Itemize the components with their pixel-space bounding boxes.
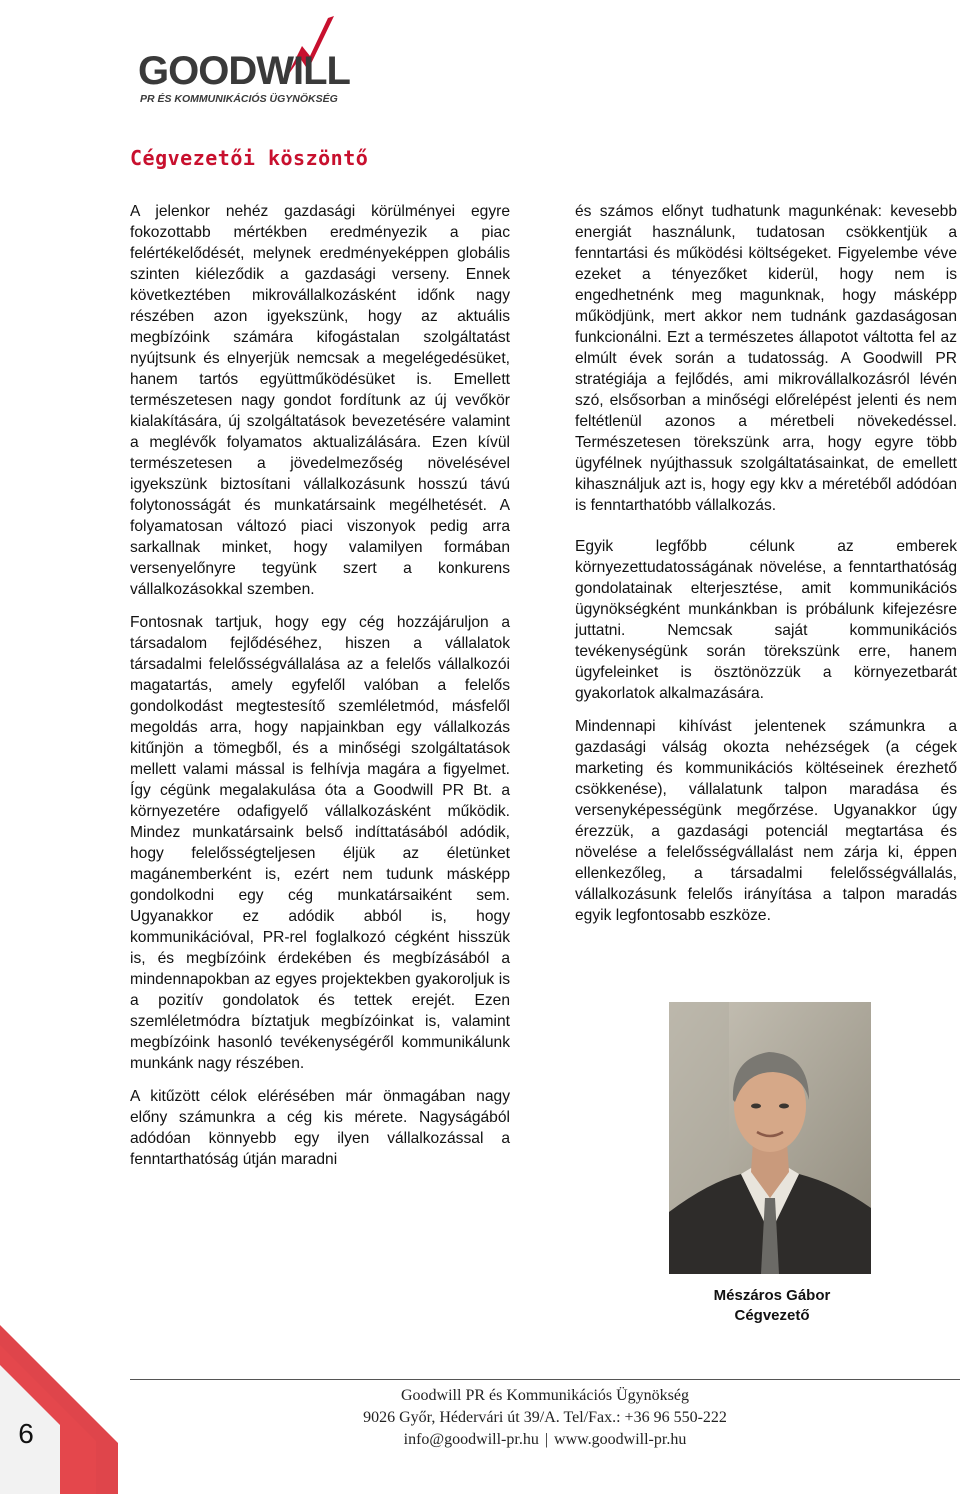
page-number: 6 [18, 1418, 34, 1449]
paragraph: A kitűzött célok elérésében már önmagában nagy előny számunkra a cég kis mérete. Nagyságából adódóan könnyebb egy ilyen vállalkozással a fenntarthatóság útján maradni [130, 1088, 510, 1168]
portrait-caption [680, 1286, 864, 1326]
footer-company: Goodwill PR és Kommunikációs Ügynökség [401, 1387, 689, 1404]
goodwill-logo-graphic [136, 8, 368, 104]
footer [130, 1385, 960, 1451]
right-column [575, 201, 957, 938]
logo-brand-text: GOODWILL [138, 49, 350, 93]
footer-address: 9026 Győr, Hédervári út 39/A. Tel/Fax.: +36 96 550-222 [363, 1409, 727, 1426]
footer-email-link[interactable]: info@goodwill-pr.hu [403, 1431, 539, 1448]
goodwill-logo [136, 8, 368, 104]
logo-tagline: PR ÉS KOMMUNIKÁCIÓS ÜGYNÖKSÉG [140, 93, 338, 104]
caption-title: Cégvezető [734, 1307, 810, 1324]
caption-name: Mészáros Gábor [713, 1287, 831, 1304]
ceo-portrait-photo [669, 1002, 871, 1274]
left-column [130, 201, 510, 1182]
footer-separator: | [544, 1431, 549, 1448]
corner-decoration [0, 1325, 118, 1494]
paragraph: Mindennapi kihívást jelentenek számunkra a gazdasági válság okozta nehézségek (a cégek marketing és kommunikációs költéseinek érezhető csökkenése), vállalatunk talpon maradása és versenyképességünk megőrzése. Ugyanakkor úgy érezzük, a gazdasági potenciál megtartása és növelése a felelősségvállalást nem zárja ki, éppen ellenkezőleg, a társadalmi felelősségvállalás, vállalkozásunk felelős irányítása a talpon maradás egyik legfontosabb eszköze. [575, 718, 957, 924]
page-heading: Cégvezetői köszöntő [130, 146, 369, 170]
paragraph: A jelenkor nehéz gazdasági körülményei egyre fokozottabb mértékben eredményezik a piac felértékelődését, melynek eredményeképpen globális szinten kiéleződik a gazdasági verseny. Ennek következtében mikrovállalkozásként időnk nagy részében azon igyekszünk, hogy az aktuális megbízóink számára kifogástalan szolgáltatást nyújtsunk és elnyerjük nemcsak a megelégedésüket, hanem tartós együttműködésüket is. Emellett természetesen nagy gondot fordítunk az új vevőkör kialakítására, új szolgáltatások bevezetésére valamint a meglévők folyamatos aktualizálására. Ezen kívül természetesen a jövedelmezőség növelésével igyekszünk biztosítani vállalkozásunk hosszú távú folytonosságát és munkatársaink megélhetését. A folyamatosan változó piaci viszonyok pedig arra sarkallnak minket, hogy valamilyen formában versenyelőnyre tegyünk szert a konkurens vállalkozásokkal szemben. [130, 203, 510, 598]
paragraph: Egyik legfőbb célunk az emberek környezettudatosságának növelése, a fenntarthatóság gondolatainak elterjesztése, amit kommunikációs ügynökségként munkánkban is próbálunk kifejezésre juttatni. Nemcsak saját kommunikációs tevékenységünk során törekszünk erre, hanem ügyfeleinket is ösztönözzük a környezetbarát gyakorlatok alkalmazására. [575, 538, 957, 702]
footer-divider [130, 1379, 960, 1380]
paragraph: és számos előnyt tudhatunk magunkénak: kevesebb energiát használunk, tudatosan csökkentjük a fenntartási és működési költségeket. Figyelembe véve ezeket a tényezőket kiderül, hogy nem is engedhetnénk meg magunknak, hogy másképp működjünk, mert akkor nem tudnánk gazdaságosan funkcionálni. Ezt a természetes állapotot váltotta fel az elmúlt évek során a tudatosság. A Goodwill PR stratégiája a fejlődés, ami mikrovállalkozásról lévén szó, elsősorban a minőségi előrelépést jelenti és nem feltétlenül azonos a méretbeli növekedéssel. Természetesen törekszünk arra, hogy egyre több ügyfélnek nyújthassuk szolgáltatásainkat, de emellett kihasználjuk azt is, hogy egy kkv a méretéből adódóan is fenntarthatóbb vállalkozás. [575, 203, 957, 514]
footer-website-link[interactable]: www.goodwill-pr.hu [554, 1431, 687, 1448]
paragraph: Fontosnak tartjuk, hogy egy cég hozzájáruljon a társadalom fejlődéséhez, hiszen a vállalatok társadalmi felelősségvállalása az a felelős vállalkozói magatartás, amely egyfelől valóban a felelős gondolkodást megtestesítő szemléletmód, másfelől megoldás arra, hogy napjainkban egy vállalkozás kitűnjön a tömegből, és a minőségi szolgáltatások mellett valami mással is felhívja magára a figyelmet. Így cégünk megalakulása óta a Goodwill PR Bt. a környezetére odafigyelő vállalkozásként működik. Mindez munkatársaink belső indíttatásából adódik, hogy felelősségteljesen éljük az életünket magánemberként is, ezért nem tudunk másképp gondolkodni egy cég munkatársaiként sem. Ugyanakkor ez adódik abból is, hogy kommunikációval, PR-rel foglalkozó cégként hisszük is, és megbízóink érdekében és megbízásából a mindennapokban az egyes projektekben gyakoroljuk is a pozitív gondolatok és tettek erejét. Ezen szemléletmódra bíztatjuk megbízóinkat is, valamint megbízóink hasonló tevékenységéről kommunikálunk munkánk nagy részében. [130, 614, 510, 1072]
footer-contacts [130, 1429, 960, 1451]
